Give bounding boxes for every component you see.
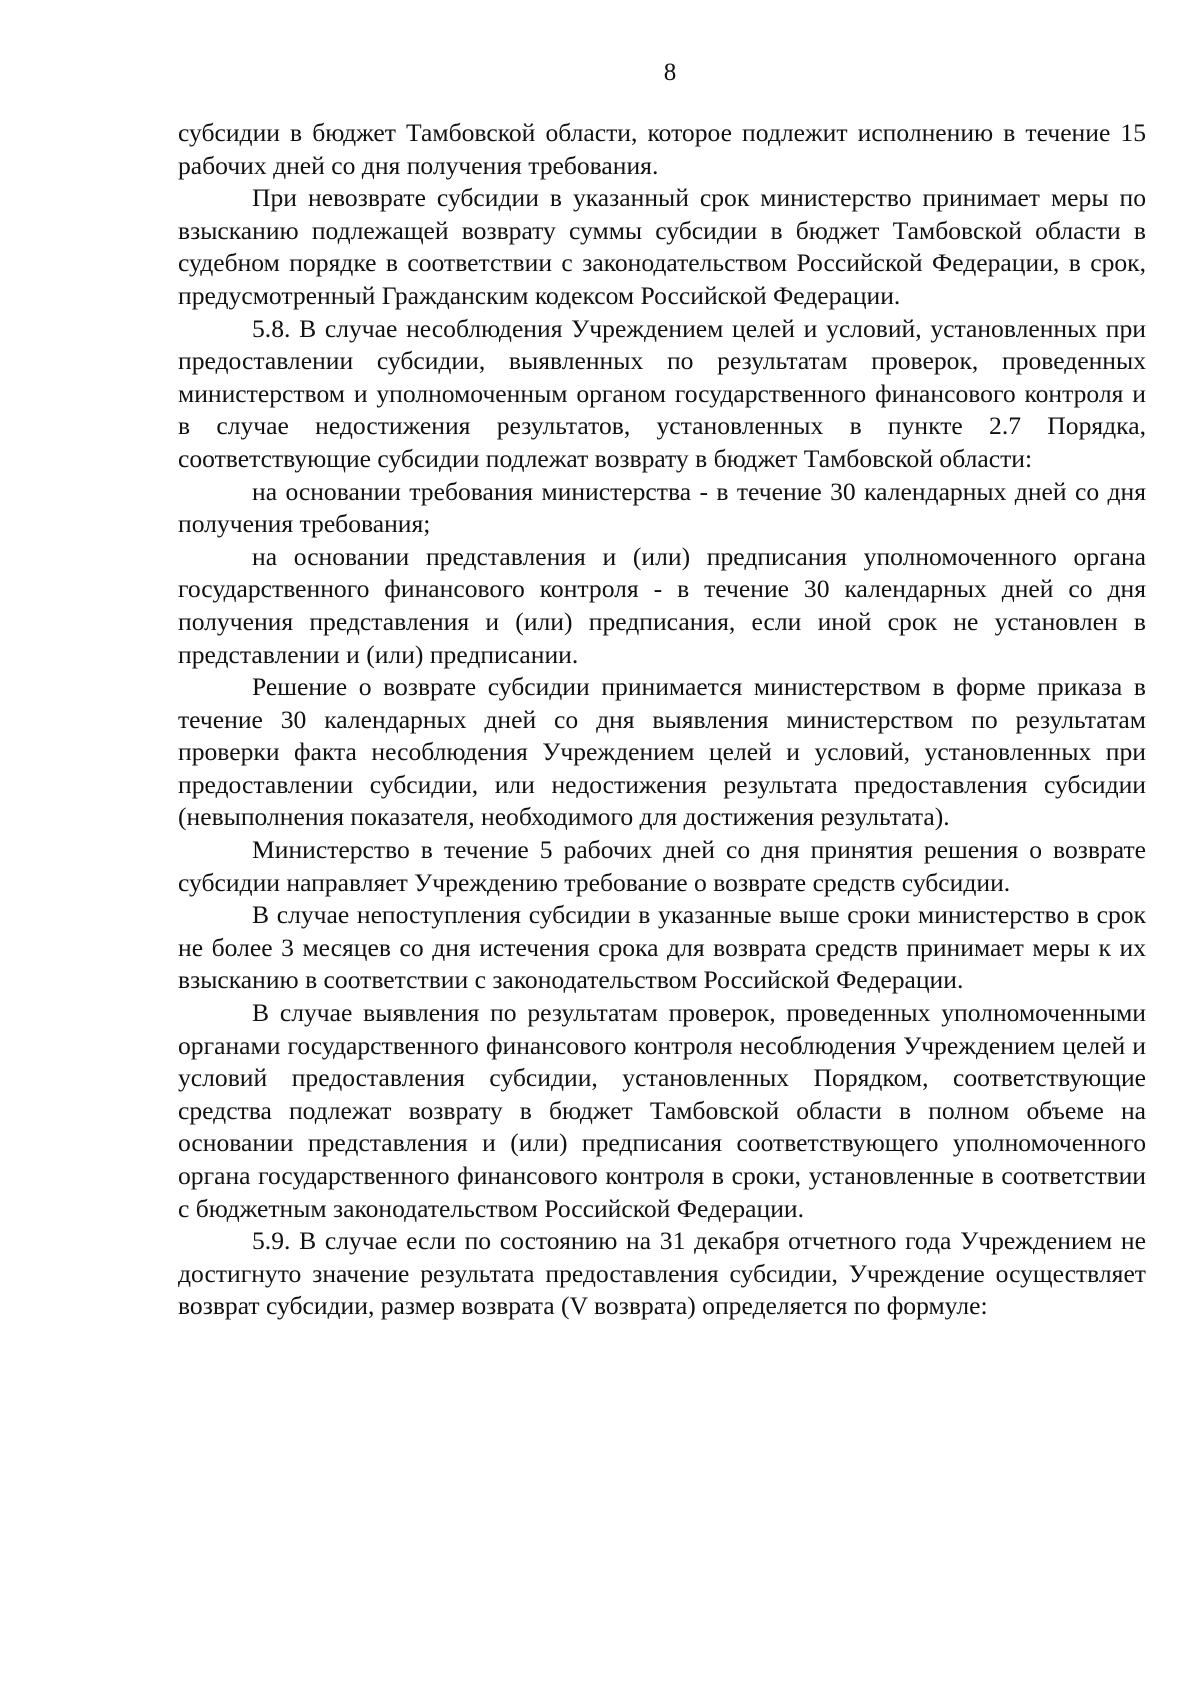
page-number: 8 <box>663 59 677 86</box>
paragraph-non-return-enforcement: При невозврате субсидии в указанный срок министерство принимает меры по взысканию подлежащей возврату суммы субсидии в бюджет Тамбовской области в судебном порядке в соответствии с законодательством Российской Федерации, в срок, предусмотренный Гражданским кодексом Российской Федерации. <box>178 183 1146 310</box>
paragraph-5-8: 5.8. В случае несоблюдения Учреждением целей и условий, установленных при предоставлении субсидии, выявленных по результатам проверок, проведенных министерством и уполномоченным органом государственного финансового контроля и в случае недостижения результатов, установленных в пункте 2.7 Порядка, соответствующие субсидии подлежат возврату в бюджет Тамбовской области: <box>178 313 1146 473</box>
paragraph-5-9: 5.9. В случае если по состоянию на 31 декабря отчетного года Учреждением не достигнуто значение результата предоставления субсидии, Учреждение осуществляет возврат субсидии, размер возврата (V возврата) определяется по формуле: <box>178 1226 1146 1321</box>
paragraph-ministry-notice: Министерство в течение 5 рабочих дней со дня принятия решения о возврате субсидии направляет Учреждению требование о возврате средств субсидии. <box>178 835 1146 897</box>
paragraph-control-body-order: на основании представления и (или) предписания уполномоченного органа государственного финансового контроля - в течение 30 календарных дней со дня получения представления и (или) предписания, если иной срок не установлен в представлении и (или) предписании. <box>178 541 1146 669</box>
paragraph-non-receipt: В случае непоступления субсидии в указанные выше сроки министерство в срок не более 3 месяцев со дня истечения срока для возврата средств принимает меры к их взысканию в соответствии с законодательством Российской Федерации. <box>178 900 1146 995</box>
paragraph-return-decision: Решение о возврате субсидии принимается министерством в форме приказа в течение 30 календарных дней со дня выявления министерством по результатам проверки факта несоблюдения Учреждением целей и условий, установленных при предоставлении субсидии, или недостижения результата предоставления субсидии (невыполнения показателя, необходимого для достижения результата). <box>178 672 1146 832</box>
paragraph-continuation: субсидии в бюджет Тамбовской области, которое подлежит исполнению в течение 15 рабочих дней со дня получения требования. <box>178 118 1146 180</box>
paragraph-inspection-findings: В случае выявления по результатам проверок, проведенных уполномоченными органами государственного финансового контроля несоблюдения Учреждением целей и условий предоставления субсидии, установленных Порядком, соответствующие средства подлежат возврату в бюджет Тамбовской области в полном объеме на основании представления и (или) предписания соответствующего уполномоченного органа государственного финансового контроля в сроки, установленные в соответствии с бюджетным законодательством Российской Федерации. <box>178 998 1146 1223</box>
document-body <box>178 117 1146 1323</box>
paragraph-ministry-requirement: на основании требования министерства - в течение 30 календарных дней со дня получения требования; <box>178 476 1146 539</box>
